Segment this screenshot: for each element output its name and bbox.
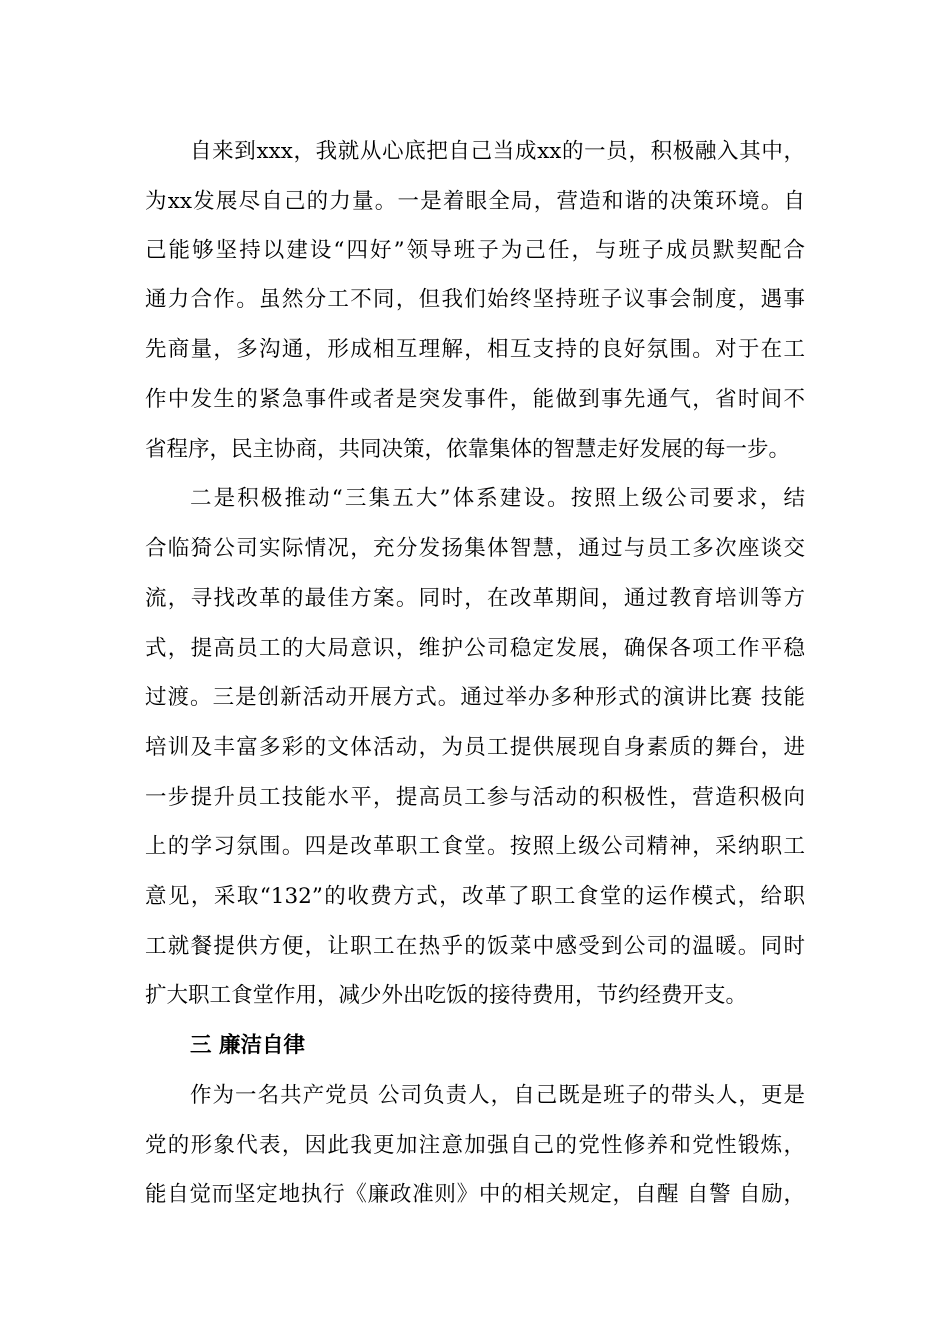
paragraph-line: 合临猗公司实际情况，充分发扬集体智慧，通过与员工多次座谈交 — [145, 536, 805, 561]
paragraph-line: 为xx发展尽自己的力量。一是着眼全局，营造和谐的决策环境。自 — [145, 189, 805, 214]
paragraph-line: 自来到xxx，我就从心底把自己当成xx的一员，积极融入其中， — [190, 139, 805, 164]
paragraph-line: 作为一名共产党员 公司负责人，自己既是班子的带头人，更是 — [190, 1083, 805, 1108]
paragraph-line: 流，寻找改革的最佳方案。同时，在改革期间，通过教育培训等方 — [145, 586, 805, 611]
paragraph-line: 培训及丰富多彩的文体活动，为员工提供展现自身素质的舞台，进 — [145, 735, 805, 760]
section-heading: 三 廉洁自律 — [190, 1033, 305, 1058]
paragraph-line: 式，提高员工的大局意识，维护公司稳定发展，确保各项工作平稳 — [145, 636, 805, 661]
paragraph-line: 省程序，民主协商，共同决策，依靠集体的智慧走好发展的每一步。 — [145, 437, 791, 462]
paragraph-line: 能自觉而坚定地执行《廉政准则》中的相关规定，自醒 自警 自励， — [145, 1182, 805, 1207]
paragraph-line: 工就餐提供方便，让职工在热乎的饭菜中感受到公司的温暖。同时 — [145, 934, 805, 959]
paragraph-line: 过渡。三是创新活动开展方式。通过举办多种形式的演讲比赛 技能 — [145, 685, 805, 710]
paragraph-line: 通力合作。虽然分工不同，但我们始终坚持班子议事会制度，遇事 — [145, 287, 805, 312]
paragraph-line: 二是积极推动“三集五大”体系建设。按照上级公司要求，结 — [190, 486, 805, 511]
paragraph-line: 党的形象代表，因此我更加注意加强自己的党性修养和党性锻炼， — [145, 1133, 805, 1158]
paragraph-line: 己能够坚持以建设“四好”领导班子为己任，与班子成员默契配合 — [145, 238, 805, 263]
paragraph-line: 上的学习氛围。四是改革职工食堂。按照上级公司精神，采纳职工 — [145, 834, 805, 859]
paragraph-line: 先商量，多沟通，形成相互理解，相互支持的良好氛围。对于在工 — [145, 337, 805, 362]
paragraph-line: 扩大职工食堂作用，减少外出吃饭的接待费用，节约经费开支。 — [145, 983, 748, 1008]
paragraph-line: 一步提升员工技能水平，提高员工参与活动的积极性，营造积极向 — [145, 785, 805, 810]
paragraph-line: 意见，采取“132”的收费方式，改革了职工食堂的运作模式，给职 — [145, 884, 805, 909]
paragraph-line: 作中发生的紧急事件或者是突发事件，能做到事先通气，省时间不 — [145, 387, 805, 412]
